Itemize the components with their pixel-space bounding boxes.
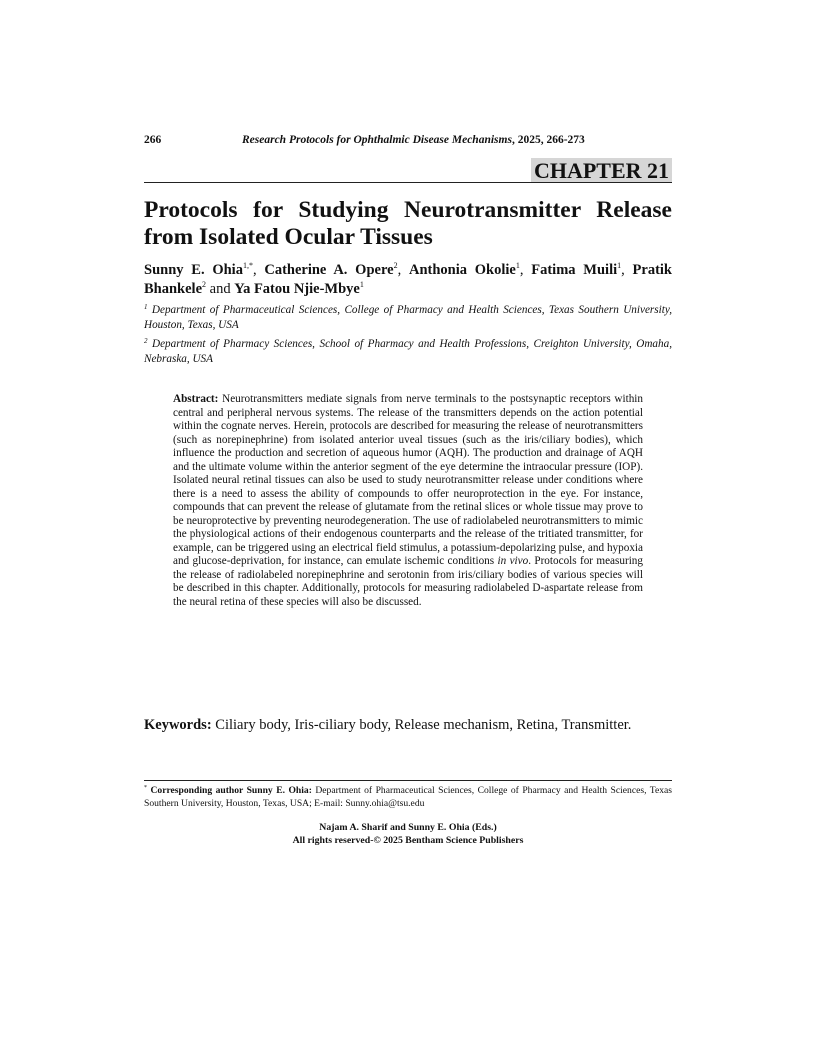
affiliation-1 <box>144 303 672 333</box>
author-name: Catherine A. Opere <box>264 262 394 278</box>
author-separator: , <box>621 262 633 278</box>
author-affiliation-mark: 2 <box>393 261 398 270</box>
footnote-label: Corresponding author Sunny E. Ohia: <box>150 785 312 796</box>
rights-line: All rights reserved-© 2025 Bentham Science Publishers <box>292 834 524 846</box>
corresponding-author-footnote <box>144 784 672 810</box>
footnote-rule <box>144 780 672 781</box>
affiliation-text: Department of Pharmacy Sciences, School of Pharmacy and Health Professions, Creighton University, Omaha, Nebraska, USA <box>144 338 673 365</box>
footnote-text: Department of Pharmaceutical Sciences, College of Pharmacy and Health Sciences, Texas Southern University, Houston, Texas, USA; E-mail: Sunny.ohia@tsu.edu <box>144 785 672 809</box>
keywords-label: Keywords: <box>144 717 212 733</box>
author-separator: , <box>519 262 532 278</box>
journal-title: Research Protocols for Ophthalmic Disease Mechanisms <box>242 134 512 146</box>
author-name: Ya Fatou Njie-Mbye <box>234 281 360 297</box>
abstract-italic-term: in vivo <box>497 555 529 567</box>
abstract-text: Neurotransmitters mediate signals from nerve terminals to the postsynaptic receptors within central and peripheral nervous systems. The release of the transmitters depends on the action potential within the cognate nerves. Herein, protocols are described for measuring the release of neurotransmitters (such as norepinephrine) from isolated anterior uveal tissues (such as the iris/ciliary bodies), which influence the production and secretion of aqueous humor (AQH). The production and drainage of AQH and the ultimate volume within the anterior segment of the eye determine the intraocular pressure (IOP). Isolated neural retinal tissues can also be used to study neurotransmitter release under conditions where there is a need to assess the ability of compounds to offer neuroprotection in the eye. For instance, compounds that can prevent the release of glutamate from the retinal slices or whole tissue may prove to be neuroprotective by preventing neurodegeneration. The use of radiolabeled neurotransmitters to mimic the physiological actions of their endogenous counterparts and the release of the tritiated transmitter, for example, can be triggered using an electrical field stimulus, a potassium-depolarizing pulse, and hypoxia and glucose-deprivation, for instance, can emulate ischemic conditions <box>173 393 644 567</box>
author-separator: and <box>206 281 235 297</box>
publisher-block <box>144 822 672 847</box>
page-number: 266 <box>144 134 162 146</box>
affiliation-text: Department of Pharmaceutical Sciences, College of Pharmacy and Health Sciences, Texas Southern University, Houston, Texas, USA <box>144 304 673 331</box>
author-affiliation-mark: 1 <box>515 261 520 270</box>
author-separator: , <box>252 262 265 278</box>
author-name: Fatima Muili <box>531 262 618 278</box>
abstract-text-end: . Protocols for measuring the release of radiolabeled norepinephrine and serotonin from iris/ciliary bodies of various species will be described in this chapter. Additionally, protocols for measuring radiolabeled D-aspartate release from the neural retina of these species will also be discussed. <box>173 555 643 608</box>
author-affiliation-mark: 1 <box>359 280 364 289</box>
chapter-title: Protocols for Studying Neurotransmitter Release from Isolated Ocular Tissues <box>144 197 672 250</box>
author-separator: , <box>397 262 409 278</box>
affiliation-mark: 1 <box>144 303 148 311</box>
author-name: Pratik Bhankele <box>144 262 672 297</box>
abstract <box>173 393 643 609</box>
chapter-rule <box>144 182 672 183</box>
author-affiliation-mark: 1 <box>617 261 622 270</box>
editors-line: Najam A. Sharif and Sunny E. Ohia (Eds.) <box>319 822 497 833</box>
abstract-label: Abstract: <box>173 393 219 405</box>
chapter-label: CHAPTER 21 <box>531 158 672 182</box>
journal-year-pages: , 2025, 266-273 <box>511 134 585 146</box>
author-affiliation-mark: 2 <box>202 280 207 289</box>
keywords <box>144 716 672 734</box>
author-list <box>144 261 672 299</box>
keywords-text: Ciliary body, Iris-ciliary body, Release mechanism, Retina, Transmitter. <box>215 717 632 733</box>
author-affiliation-mark: 1,* <box>242 261 253 270</box>
running-head <box>242 134 585 146</box>
author-name: Sunny E. Ohia <box>144 262 243 278</box>
author-name: Anthonia Okolie <box>408 262 516 278</box>
footnote-mark: * <box>144 785 147 791</box>
affiliation-2 <box>144 337 672 367</box>
affiliation-mark: 2 <box>144 337 148 345</box>
